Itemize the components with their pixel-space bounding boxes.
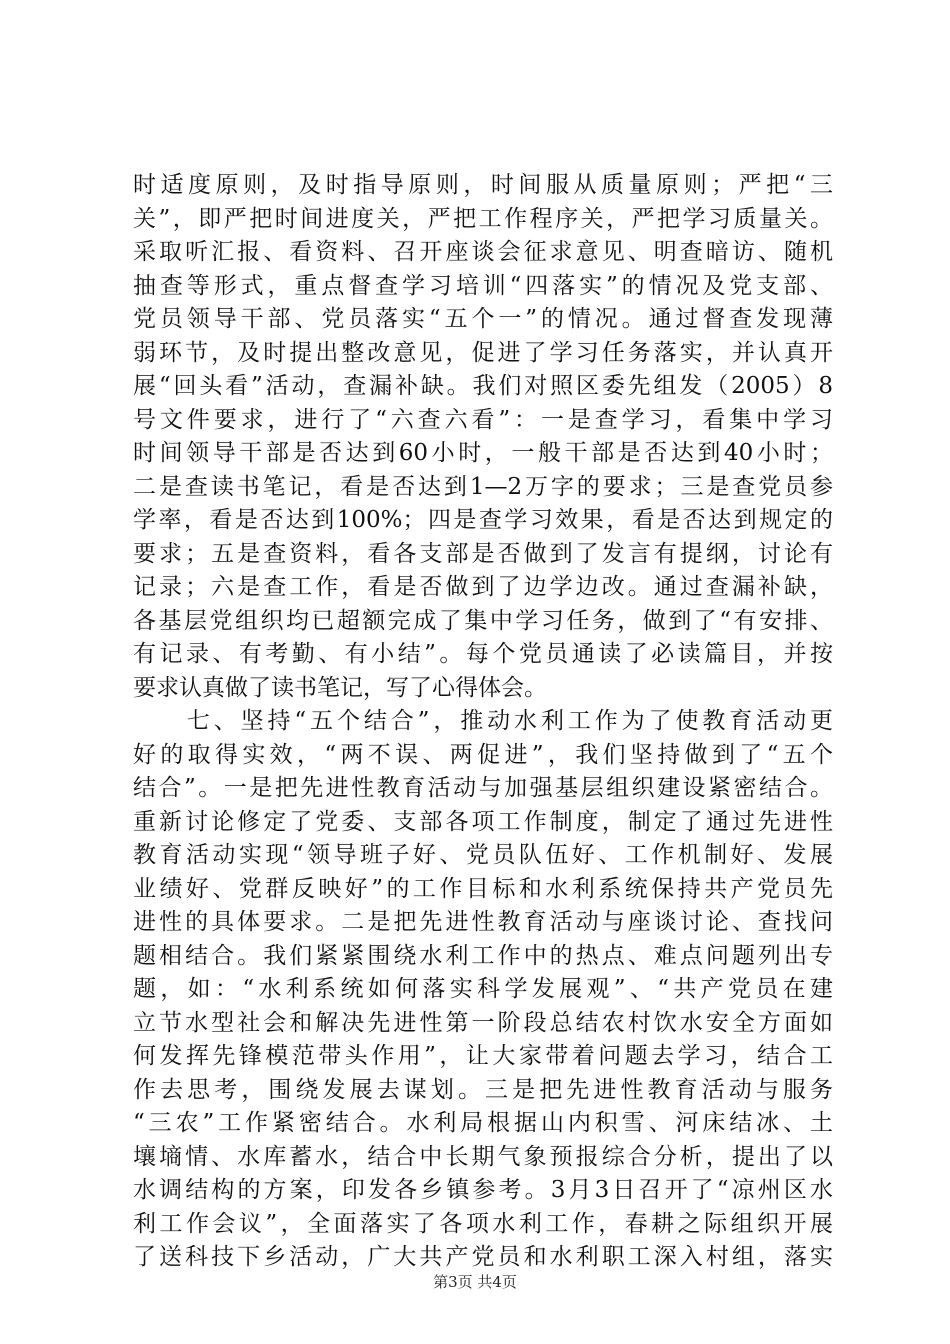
text-line: 七、坚持“五个结合”，推动水利工作为了使教育活动更 [133, 708, 833, 734]
text-line: 立节水型社会和解决先进性第一阶段总结农村饮水安全方面如 [133, 1009, 833, 1036]
text-line: 要求；五是查资料，看各支部是否做到了发言有提纲，讨论有 [133, 540, 833, 567]
text-line: 教育活动实现“领导班子好、党员队伍好、工作机制好、发展 [133, 842, 833, 868]
text-line: 党员领导干部、党员落实“五个一”的情况。通过督查发现薄 [133, 306, 833, 332]
text-line: 抽查等形式，重点督查学习培训“四落实”的情况及党支部、 [133, 272, 833, 299]
text-line: 时适度原则，及时指导原则，时间服从质量原则；严把“三 [133, 172, 833, 198]
text-line: 作去思考，围绕发展去谋划。三是把先进性教育活动与服务 [133, 1076, 833, 1103]
text-line: 了送科技下乡活动，广大共产党员和水利职工深入村组，落实 [133, 1244, 833, 1270]
text-line: 采取听汇报、看资料、召开座谈会征求意见、明查暗访、随机 [133, 239, 833, 265]
page-number-footer: 第3页 共4页 [433, 1273, 517, 1291]
text-line: 题相结合。我们紧紧围绕水利工作中的热点、难点问题列出专 [133, 942, 833, 969]
text-line: “三农”工作紧密结合。水利局根据山内积雪、河床结冰、土 [133, 1110, 833, 1136]
document-body [133, 169, 833, 1275]
text-line: 何发挥先锋模范带头作用”，让大家带着问题去学习，结合工 [133, 1043, 833, 1069]
text-line: 业绩好、党群反映好”的工作目标和水利系统保持共产党员先 [133, 875, 833, 902]
text-line: 各基层党组织均已超额完成了集中学习任务，做到了“有安排、 [133, 607, 833, 634]
text-line: 水调结构的方案，印发各乡镇参考。3月3日召开了“凉州区水 [133, 1177, 833, 1203]
text-line: 题，如：“水利系统如何落实科学发展观”、“共产党员在建 [133, 976, 833, 1002]
text-line: 二是查读书笔记，看是否达到1—2万字的要求；三是查党员参 [133, 473, 833, 500]
text-line: 展“回头看”活动，查漏补缺。我们对照区委先组发（2005）8 [133, 373, 833, 399]
text-line: 好的取得实效，“两不误、两促进”，我们坚持做到了“五个 [133, 741, 833, 768]
text-line: 学率，看是否达到100%；四是查学习效果，看是否达到规定的 [133, 507, 833, 533]
text-line: 重新讨论修定了党委、支部各项工作制度，制定了通过先进性 [133, 808, 833, 835]
text-line: 进性的具体要求。二是把先进性教育活动与座谈讨论、查找问 [133, 909, 833, 935]
text-line: 要求认真做了读书笔记，写了心得体会。 [133, 674, 547, 701]
text-line: 号文件要求，进行了“六查六看”：一是查学习，看集中学习 [133, 406, 833, 433]
text-line: 壤墒情、水库蓄水，结合中长期气象预报综合分析，提出了以 [133, 1143, 833, 1170]
text-line: 关”，即严把时间进度关，严把工作程序关，严把学习质量关。 [133, 205, 833, 232]
text-line: 记录；六是查工作，看是否做到了边学边改。通过查漏补缺， [133, 574, 833, 600]
text-line: 弱环节，及时提出整改意见，促进了学习任务落实，并认真开 [133, 339, 833, 366]
text-line: 结合”。一是把先进性教育活动与加强基层组织建设紧密结合。 [133, 775, 833, 801]
text-line: 时间领导干部是否达到60小时，一般干部是否达到40小时； [133, 440, 833, 466]
text-line: 利工作会议”，全面落实了各项水利工作，春耕之际组织开展 [133, 1210, 833, 1237]
text-line: 有记录、有考勤、有小结”。每个党员通读了必读篇目，并按 [133, 641, 833, 667]
